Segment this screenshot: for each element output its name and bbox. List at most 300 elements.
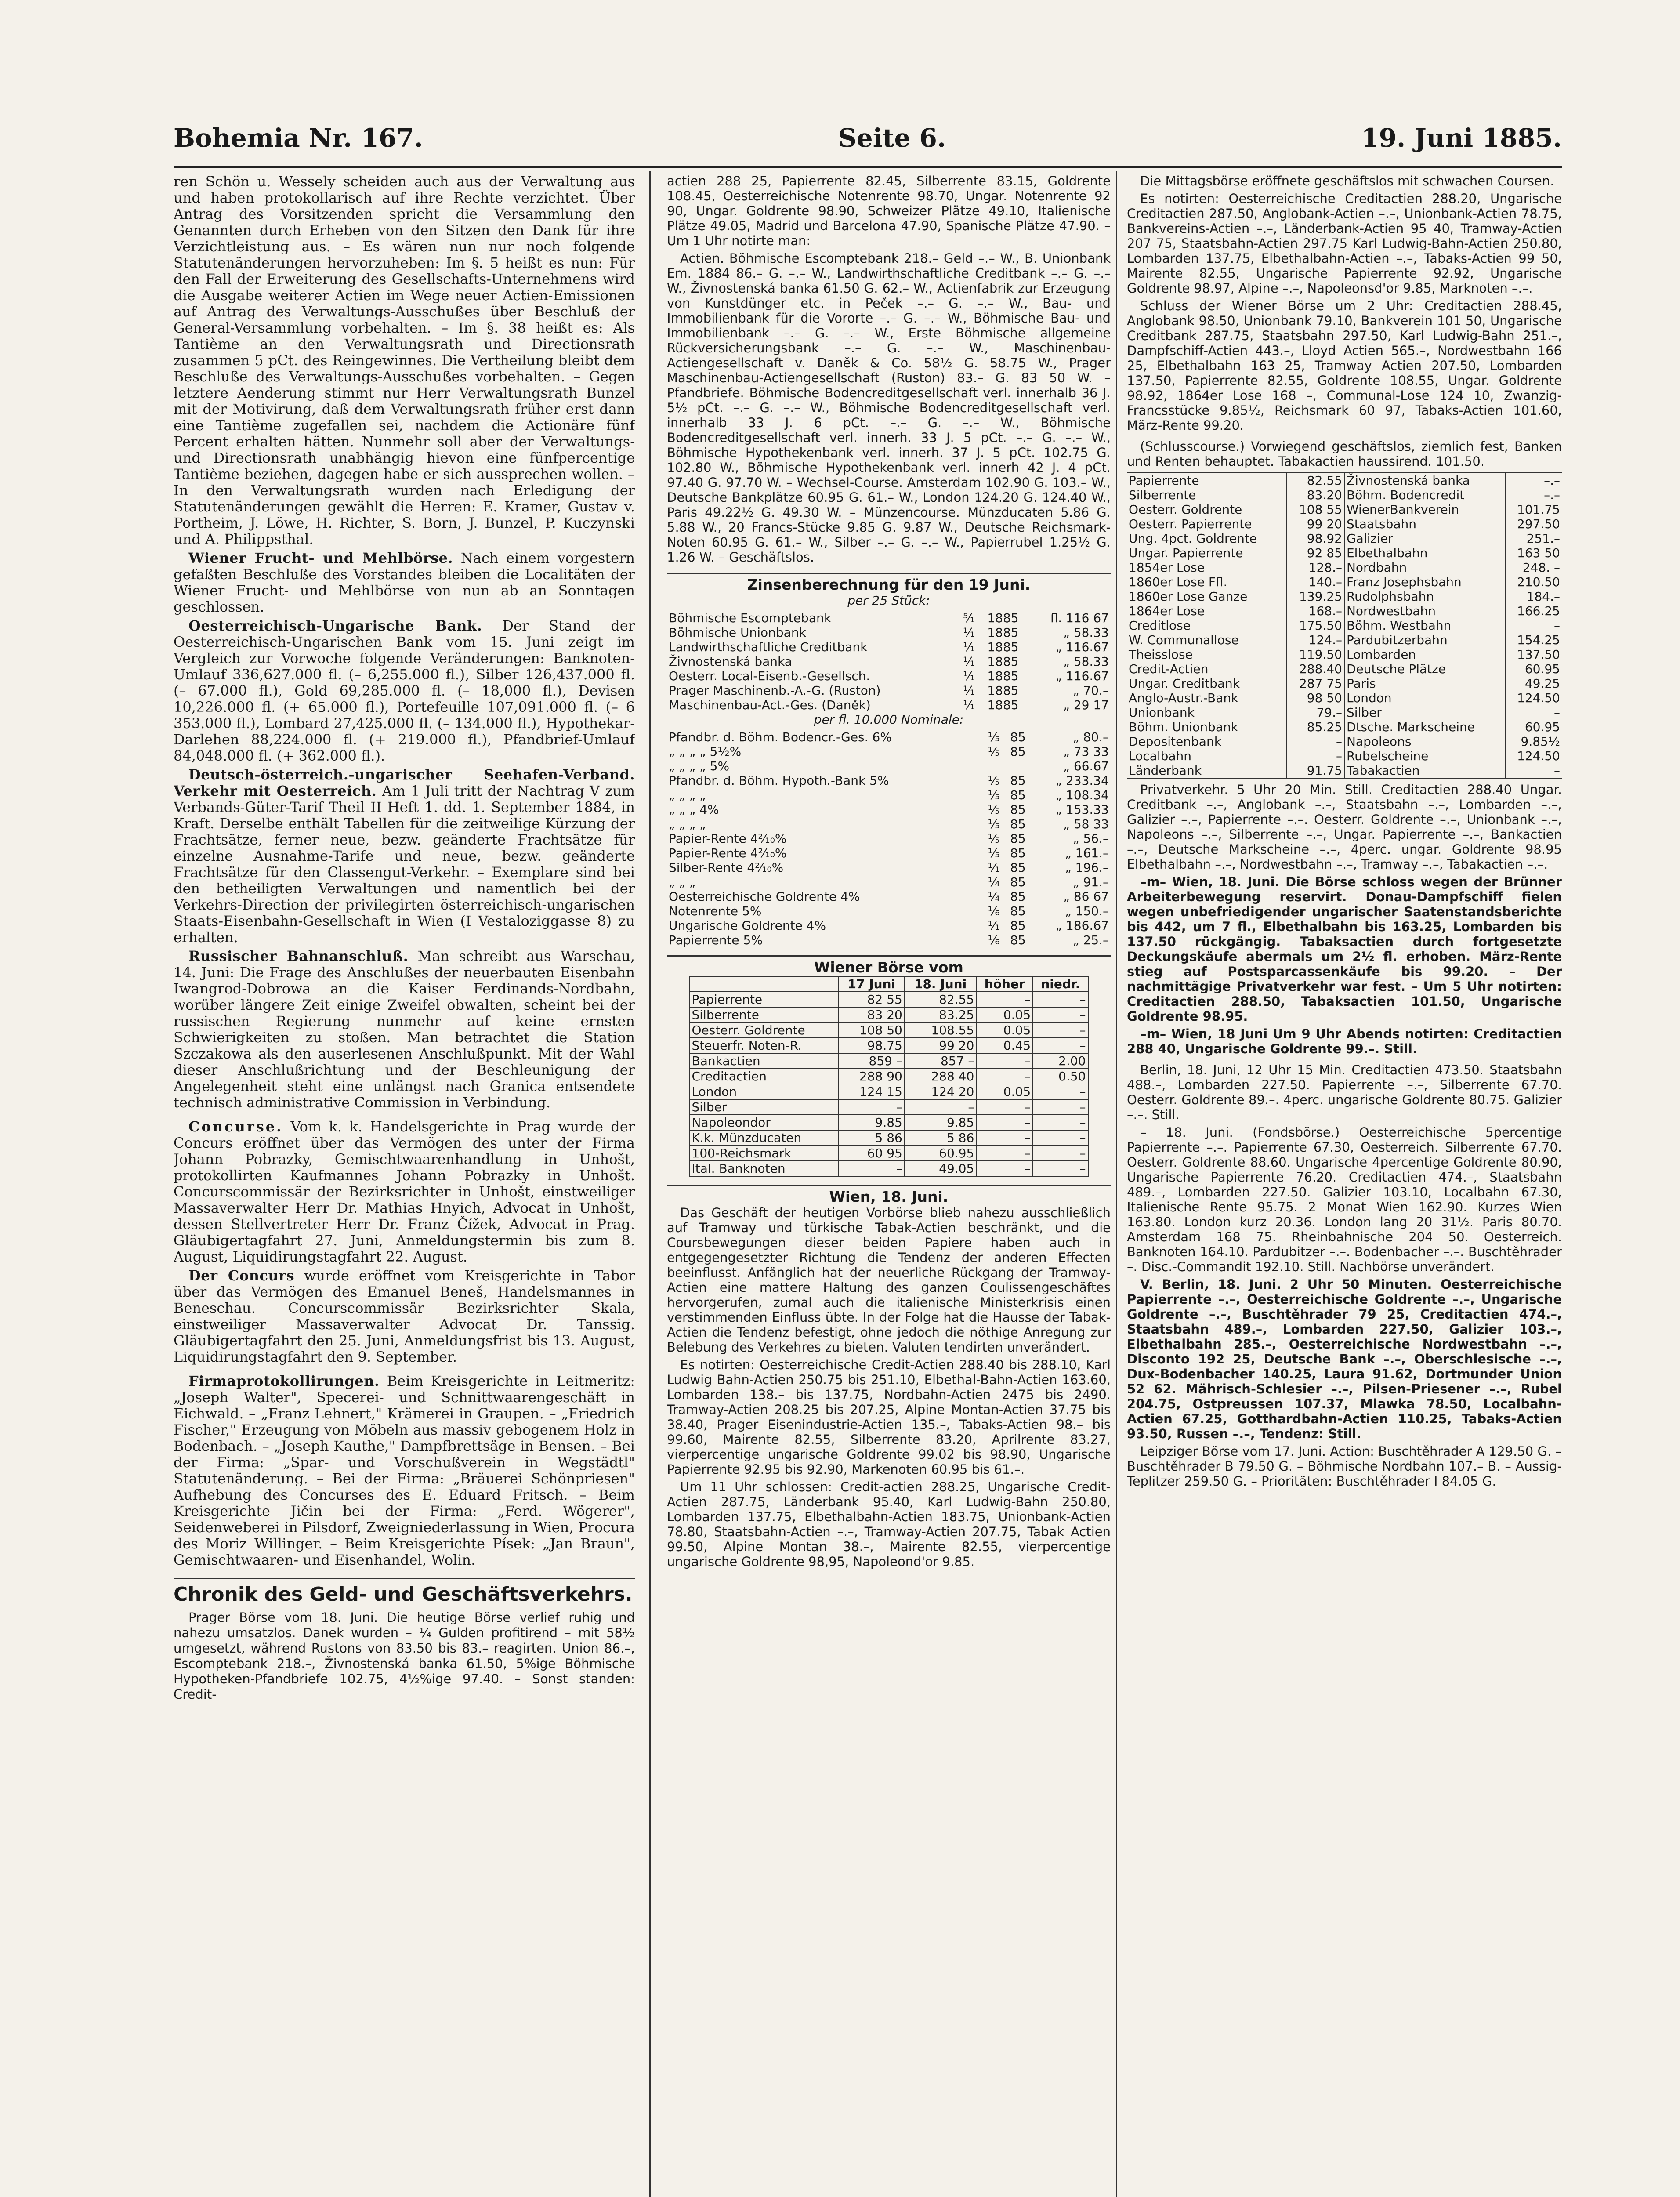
quote-cell: 60 95 bbox=[839, 1146, 905, 1161]
zinsen-name-cell: Böhmische Escomptebank bbox=[669, 611, 831, 625]
quote-cell: 9.85 bbox=[905, 1115, 976, 1130]
security-name-cell: Deutsche Plätze bbox=[1344, 662, 1505, 676]
security-name-cell: Silberrente bbox=[1127, 488, 1287, 502]
schlusscourse-table bbox=[1127, 472, 1562, 779]
table-row bbox=[690, 1084, 1088, 1099]
table-row bbox=[1127, 488, 1562, 502]
security-name-cell: 1860er Lose Ffl. bbox=[1127, 575, 1287, 589]
table-row bbox=[690, 992, 1088, 1007]
quote-cell: – bbox=[976, 1069, 1033, 1084]
quote-cell: – bbox=[1033, 1146, 1088, 1161]
zinsen-name-cell: Papierrente 5% bbox=[669, 933, 763, 947]
wiener-boerse-table-title: Wiener Börse vom bbox=[667, 955, 1111, 975]
security-name-cell: Papierrente bbox=[690, 992, 839, 1007]
article-firmaprotokoll bbox=[174, 1373, 635, 1568]
quote-cell: 288 40 bbox=[905, 1069, 976, 1084]
zinsen-table-title: Zinsenberechnung für den 19 Juni. bbox=[667, 573, 1111, 592]
table-row bbox=[690, 1161, 1088, 1176]
telegram-abend-text: –m– Wien, 18 Juni Um 9 Uhr Abends notirten: Creditactien 288 40, Ungarische Goldrente 99.–. Still. bbox=[1127, 1026, 1562, 1056]
quote-cell: –.– bbox=[1544, 488, 1560, 502]
security-name-cell: Paris bbox=[1344, 676, 1505, 691]
wien-report-body: Das Geschäft der heutigen Vorbörse blieb nahezu ausschließlich auf Tramway und türkische Tabak-Actien beschränkt, und die Coursbewegungen dieser beiden Papiere haben auch in entgegengesetzter Richtung die Tendenz der anderen Effecten beeinflusst. Anfänglich hat der neuerliche Rückgang der Tramway-Actien eine mattere Haltung des ganzen Coulissengeschäftes hervorgerufen, zumal auch die italienische Ministerkrisis einen verstimmenden Einfluss übte. In der Folge hat die Hausse der Tabak-Actien die Tendenz befestigt, ohne jedoch die nöthige Anregung zur Belebung des Verkehres zu bieten. Valuten tendirten unverändert. bbox=[667, 1205, 1111, 1355]
table-header-cell bbox=[690, 976, 839, 992]
table-row bbox=[667, 918, 1111, 933]
zinsen-name-cell: Papier-Rente 4²⁄₁₀% bbox=[669, 831, 787, 846]
article-concurse bbox=[174, 1119, 635, 1265]
table-row bbox=[1127, 604, 1562, 618]
header-page-number: Seite 6. bbox=[838, 123, 946, 153]
zinsen-table-bonds bbox=[667, 730, 1111, 947]
market-report-actien: Actien. Böhmische Escomptebank 218.– Geld –.– W., B. Unionbank Em. 1884 86.– G. –.– W., Landwirthschaftliche Creditbank –.– G. –.– W., Živnostenská banka 61.50 G. 62.– W., Actienfabrik zur Erzeugung von Kunstdünger etc. in Peček –.– G. –.– W., Bau- und Immobilienbank für die Vororte –.– G. –.– W., Böhmische Bau- und Immobilienbank –.– G. –.– W., Erste Böhmische allgemeine Rückversicherungsbank –.– G. –.– W., Maschinenbau-Actiengesellschaft v. Daněk & Co. 58½ G. 58.75 W., Prager Maschinenbau-Actiengesellschaft (Ruston) 83.– G. 83 50 W. – Pfandbriefe. Böhmische Bodencreditgesellschaft verl. innerhalb 36 J. 5½ pCt. –.– G. –.– W., Böhmische Bodencreditgesellschaft verl. innerhalb 33 J. 6 pCt. –.– G. –.– W., Böhmische Bodencreditgesellschaft verl. innerh. 33 J. 5 pCt. –.– G. –.– W., Böhmische Hypothekenbank verl. innerh. 37 J. 5 pCt. 102.75 G. 102.80 W., Böhmische Hypothekenbank verl. innerh 42 J. 4 pCt. 97.40 G. 97.70 W. – Wechsel-Course. Amsterdam 102.90 G. 103.– W., Deutsche Bankplätze 60.95 G. 61.– W., London 124.20 G. 124.40 W., Paris 49.22½ G. 49.30 W. – Münzencourse. Münzducaten 5.86 G. 5.88 W., 20 Francs-Stücke 9.85 G. 9.87 W., Deutsche Reichsmark-Noten 60.95 G. 61.– W., Silber –.– G. –.– W., Papierrubel 1.25½ G. 1.26 W. – Geschäftslos. bbox=[667, 251, 1111, 565]
table-row bbox=[667, 846, 1111, 860]
zinsen-rate-cell: ⁵⁄₁ bbox=[963, 611, 975, 625]
zinsen-year-cell: 1885 bbox=[987, 683, 1019, 698]
schlusscourse-text: (Schlusscourse.) Vorwiegend geschäftslos, ziemlich fest, Banken und Renten behauptet. Tabakactien haussirend. 101.50. bbox=[1127, 439, 1562, 469]
security-name-cell: Credit-Actien bbox=[1127, 662, 1287, 676]
table-row bbox=[667, 831, 1111, 846]
column-divider bbox=[1116, 171, 1117, 2197]
table-row bbox=[690, 1069, 1088, 1084]
quote-cell: –.– bbox=[1544, 473, 1560, 488]
zinsen-value-cell: „ 66.67 bbox=[1063, 759, 1109, 773]
zinsen-rate-cell: ¹⁄₅ bbox=[988, 773, 1000, 788]
quote-cell: 124.50 bbox=[1517, 691, 1560, 705]
zinsen-name-cell: Oesterreichische Goldrente 4% bbox=[669, 889, 860, 904]
zinsen-name-cell: „ „ „ „ 5% bbox=[669, 759, 730, 773]
quote-cell: – bbox=[976, 1115, 1033, 1130]
table-row bbox=[1127, 749, 1562, 763]
zinsen-name-cell: Notenrente 5% bbox=[669, 904, 762, 918]
quote-cell: 248. – bbox=[1522, 560, 1560, 575]
quote-cell: 92 85 bbox=[1287, 546, 1344, 560]
quote-cell: 251.– bbox=[1526, 531, 1560, 546]
security-name-cell: Lombarden bbox=[1344, 647, 1505, 662]
security-name-cell: Ungar. Papierrente bbox=[1127, 546, 1287, 560]
table-row bbox=[667, 802, 1111, 817]
article-bank bbox=[174, 618, 635, 764]
zinsen-year-cell: 85 bbox=[1010, 904, 1026, 918]
quote-cell: 137.50 bbox=[1517, 647, 1560, 662]
zinsen-name-cell: Pfandbr. d. Böhm. Hypoth.-Bank 5% bbox=[669, 773, 889, 788]
security-name-cell: Staatsbahn bbox=[1344, 517, 1505, 531]
quote-cell: – bbox=[1287, 749, 1344, 763]
table-row bbox=[1127, 676, 1562, 691]
quote-cell: 5 86 bbox=[839, 1130, 905, 1146]
security-name-cell: Dtsche. Markscheine bbox=[1344, 720, 1505, 734]
table-row bbox=[667, 654, 1111, 669]
quote-cell: 101.75 bbox=[1517, 502, 1560, 517]
security-name-cell: Steuerfr. Noten-R. bbox=[690, 1038, 839, 1053]
security-name-cell: Böhm. Unionbank bbox=[1127, 720, 1287, 734]
security-name-cell: Silber bbox=[1344, 705, 1505, 720]
zinsen-year-cell: 85 bbox=[1010, 918, 1026, 933]
article-title: Firmaprotokollirungen. bbox=[188, 1373, 380, 1389]
article-body: Nach einem vorgestern gefaßten Beschluße des Vorstandes bleiben die Localitäten der Wiener Frucht- und Mehlbörse von nun ab an Sonntagen geschlossen. bbox=[174, 550, 635, 615]
table-row bbox=[667, 889, 1111, 904]
quote-cell: 0.05 bbox=[976, 1084, 1033, 1099]
zinsen-name-cell: Papier-Rente 4²⁄₁₀% bbox=[669, 846, 787, 860]
table-row bbox=[1127, 720, 1562, 734]
zinsen-value-cell: „ 233.34 bbox=[1055, 773, 1109, 788]
quote-cell: 108 50 bbox=[839, 1022, 905, 1038]
quote-cell: – bbox=[1287, 734, 1344, 749]
wien-report-quotes: Es notirten: Oesterreichische Credit-Actien 288.40 bis 288.10, Karl Ludwig Bahn-Actien 250.75 bis 251.10, Elbethal-Bahn-Actien 163.60, Lombarden 138.– bis 137.75, Nordbahn-Actien 2475 bis 2490. Tramway-Actien 208.25 bis 207.25, Alpine Montan-Actien 37.75 bis 38.40, Prager Eisenindustrie-Actien 135.–, Tabaks-Actien 98.– bis 99.60, Mairente 82.55, Silberrente 83.20, Aprilrente 83.27, vierpercentige ungarische Goldrente 99.02 bis 98.90, Ungarische Papierrente 92.95 bis 92.90, Markenoten 60.95 bis 61.–. bbox=[667, 1357, 1111, 1477]
security-name-cell: Napoleons bbox=[1344, 734, 1505, 749]
table-row bbox=[667, 759, 1111, 773]
quote-cell: 0.05 bbox=[976, 1022, 1033, 1038]
article-title: Concurse. bbox=[188, 1118, 283, 1135]
zinsen-year-cell: 1885 bbox=[987, 654, 1019, 669]
quote-cell: 60.95 bbox=[1524, 720, 1560, 734]
quote-cell: 184.– bbox=[1526, 589, 1560, 604]
quote-cell: 140.– bbox=[1287, 575, 1344, 589]
zinsen-rate-cell: ¹⁄₅ bbox=[988, 802, 1000, 817]
security-name-cell: Živnostenská banka bbox=[1344, 473, 1505, 488]
zinsen-table-subtitle: per 25 Stück: bbox=[847, 593, 930, 608]
table-row bbox=[1127, 589, 1562, 604]
article-body: Am 1 Juli tritt der Nachtrag V zum Verbands-Güter-Tarif Theil II Heft 1. dd. 1. September 1884, in Kraft. Derselbe enthält Tabellen für die zeitweilige Kürzung der Frachtsätze, ferner neue, bezw. geänderte Frachtsätze für einzelne Ausnahme-Tarife und neue, bezw. geänderte Frachtsätze für den Classengut-Verkehr. – Exemplare sind bei den betheiligten Verwaltungen und namentlich bei der Verkehrs-Direction der privilegirten österreichisch-ungarischen Staats-Eisenbahn-Gesellschaft in Wien (I Vestaloziggasse 8) zu erhalten. bbox=[174, 783, 635, 946]
quote-cell: 128.– bbox=[1287, 560, 1344, 575]
berlin-fonds-text: – 18. Juni. (Fondsbörse.) Oesterreichische 5percentige Papierrente –.–. Papierrente 67.30, Oesterreich. Silberrente 67.70. Oesterr. Goldrente 88.60. Ungarische 4percentige Goldrente 80.90, Ungarische Papierrente 76.20. Creditactien 474.–, Staatsbahn 489.–, Lombarden 227.50. Galizier 103.10, Localbahn 67.30, Italienische Rente 95.75. 2 Monat Wien 162.90. Kurzes Wien 163.80. London kurz 20.36. London lang 20 31½. Paris 80.70. Amsterdam 168 75. Rheinbahnische 204 50. Oesterreich. Banknoten 164.10. Pardubitzer –.–. Bodenbacher –.–. Buschtěhrader –. Disc.-Commandit 192.10. Still. Nachbörse unverändert. bbox=[1127, 1125, 1562, 1274]
quote-cell: 287 75 bbox=[1287, 676, 1344, 691]
quote-cell: 5 86 bbox=[905, 1130, 976, 1146]
zinsen-year-cell: 85 bbox=[1010, 846, 1026, 860]
zinsen-name-cell: „ „ „ „ 5½% bbox=[669, 744, 742, 759]
table-row bbox=[667, 640, 1111, 654]
wien-report-title: Wien, 18. Juni. bbox=[667, 1185, 1111, 1204]
quote-cell: 124.50 bbox=[1517, 749, 1560, 763]
quote-cell: – bbox=[976, 1161, 1033, 1176]
quote-cell: 119.50 bbox=[1287, 647, 1344, 662]
zinsen-year-cell: 85 bbox=[1010, 933, 1026, 947]
quote-cell: 82.55 bbox=[905, 992, 976, 1007]
quote-cell: – bbox=[976, 1146, 1033, 1161]
table-row bbox=[1127, 531, 1562, 546]
zinsen-rate-cell: ¹⁄₁ bbox=[963, 669, 975, 683]
wiener-boerse-table bbox=[689, 976, 1089, 1177]
quote-cell: 0.05 bbox=[976, 1007, 1033, 1022]
mittagsboerse-quotes: Es notirten: Oesterreichische Creditactien 288.20, Ungarische Creditactien 287.50, Anglobank-Actien –.–, Unionbank-Actien 78.75, Bankvereins-Actien –.–, Länderbank-Actien 95 40, Tramway-Actien 207 75, Staatsbahn-Actien 297.75 Karl Ludwig-Bahn-Actien 250.80, Lombarden 137.75, Elbethalbahn-Actien –.–, Tabaks-Actien 99 50, Mairente 82.55, Ungarische Papierrente 92.92, Ungarische Goldrente 98.97, Alpine –.–, Napoleonsd'or 9.85, Marknoten –.–. bbox=[1127, 191, 1562, 296]
table-row bbox=[690, 1146, 1088, 1161]
berlin-report-text: Berlin, 18. Juni, 12 Uhr 15 Min. Creditactien 473.50. Staatsbahn 488.–, Lombarden 227.50. Papierrente –.–, Silberrente 67.70. Oesterr. Goldrente 89.–. 4perc. ungarische Goldrente 80.75. Galizier –.–. Still. bbox=[1127, 1062, 1562, 1122]
quote-cell: – bbox=[976, 992, 1033, 1007]
quote-cell: – bbox=[1033, 1130, 1088, 1146]
table-row bbox=[1127, 560, 1562, 575]
zinsen-name-cell: „ „ „ 4% bbox=[669, 802, 719, 817]
quote-cell: – bbox=[1033, 1161, 1088, 1176]
security-name-cell: 1864er Lose bbox=[1127, 604, 1287, 618]
zinsen-value-cell: fl. 116 67 bbox=[1050, 611, 1109, 625]
zinsen-value-cell: „ 80.– bbox=[1073, 730, 1109, 744]
zinsen-rate-cell: ¹⁄₅ bbox=[988, 788, 1000, 802]
table-row bbox=[690, 1022, 1088, 1038]
zinsen-name-cell: „ „ „ bbox=[669, 875, 696, 889]
zinsen-value-cell: „ 150.– bbox=[1065, 904, 1109, 918]
section-heading-chronik: Chronik des Geld- und Geschäftsverkehrs. bbox=[174, 1578, 635, 1606]
zinsen-name-cell: Landwirthschaftliche Creditbank bbox=[669, 640, 868, 654]
quote-cell: 163 50 bbox=[1517, 546, 1560, 560]
quote-cell: 2.00 bbox=[1033, 1053, 1088, 1069]
zinsen-year-cell: 85 bbox=[1010, 860, 1026, 875]
security-name-cell: Länderbank bbox=[1127, 763, 1287, 778]
table-row bbox=[1127, 517, 1562, 531]
table-header-cell: höher bbox=[976, 976, 1033, 992]
quote-cell: – bbox=[976, 1099, 1033, 1115]
market-report-text: actien 288 25, Papierrente 82.45, Silberrente 83.15, Goldrente 108.45, Oesterreichische Notenrente 98.70, Ungar. Notenrente 92 90, Ungar. Goldrente 98.90, Schweizer Plätze 49.10, Italienische Plätze 49.05, Madrid und Barcelona 47.90, Spanische Plätze 47.90. – Um 1 Uhr notirte man: bbox=[667, 174, 1111, 248]
header-paper-issue: Bohemia Nr. 167. bbox=[174, 123, 423, 153]
zinsen-name-cell: Živnostenská banka bbox=[669, 654, 792, 669]
zinsen-name-cell: Pfandbr. d. Böhm. Bodencr.-Ges. 6% bbox=[669, 730, 892, 744]
zinsen-rate-cell: ¹⁄₅ bbox=[988, 730, 1000, 744]
article-bahnanschluss bbox=[174, 948, 635, 1111]
security-name-cell: 100-Reichsmark bbox=[690, 1146, 839, 1161]
security-name-cell: Localbahn bbox=[1127, 749, 1287, 763]
zinsen-year-cell: 85 bbox=[1010, 802, 1026, 817]
quote-cell: 99 20 bbox=[905, 1038, 976, 1053]
table-header-cell: 18. Juni bbox=[905, 976, 976, 992]
zinsen-rate-cell: ¹⁄₅ bbox=[988, 846, 1000, 860]
zinsen-value-cell: „ 196.– bbox=[1065, 860, 1109, 875]
zinsen-year-cell: 1885 bbox=[987, 669, 1019, 683]
zinsen-table-shares bbox=[667, 611, 1111, 712]
quote-cell: 297.50 bbox=[1517, 517, 1560, 531]
table-row bbox=[667, 904, 1111, 918]
quote-cell: 9.85 bbox=[839, 1115, 905, 1130]
security-name-cell: Tabakactien bbox=[1344, 763, 1505, 778]
mittagsboerse-text: Die Mittagsbörse eröffnete geschäftslos mit schwachen Coursen. bbox=[1140, 174, 1554, 189]
zinsen-value-cell: „ 58.33 bbox=[1063, 654, 1109, 669]
table-row bbox=[667, 817, 1111, 831]
zinsen-value-cell: „ 73 33 bbox=[1063, 744, 1109, 759]
quote-cell: – bbox=[1554, 705, 1560, 720]
article-wiener-boerse bbox=[174, 550, 635, 615]
table-row bbox=[667, 669, 1111, 683]
zinsen-value-cell: „ 58.33 bbox=[1063, 625, 1109, 640]
zinsen-value-cell: „ 56.– bbox=[1073, 831, 1109, 846]
table-row bbox=[667, 744, 1111, 759]
security-name-cell: Anglo-Austr.-Bank bbox=[1127, 691, 1287, 705]
table-row bbox=[667, 788, 1111, 802]
zinsen-value-cell: „ 186.67 bbox=[1055, 918, 1109, 933]
article-title: Der Concurs bbox=[188, 1267, 295, 1284]
article-title: Deutsch-österreich.-ungarischer Seehafen-Verband. Verkehr mit Oesterreich. bbox=[174, 766, 635, 799]
quote-cell: 82 55 bbox=[839, 992, 905, 1007]
security-name-cell: Oesterr. Goldrente bbox=[1127, 502, 1287, 517]
table-row bbox=[667, 860, 1111, 875]
zinsen-rate-cell: ¹⁄₁ bbox=[988, 860, 1000, 875]
zinsen-table-subtitle: per fl. 10.000 Nominale: bbox=[814, 712, 964, 727]
table-header-cell: 17 Juni bbox=[839, 976, 905, 992]
table-row bbox=[1127, 618, 1562, 633]
zinsen-value-cell: „ 29 17 bbox=[1063, 698, 1109, 712]
quote-cell: 210.50 bbox=[1517, 575, 1560, 589]
security-name-cell: Creditlose bbox=[1127, 618, 1287, 633]
zinsen-rate-cell: ¹⁄₄ bbox=[988, 889, 1000, 904]
table-row bbox=[1127, 691, 1562, 705]
security-name-cell: Napoleondor bbox=[690, 1115, 839, 1130]
zinsen-rate-cell: ¹⁄₄ bbox=[988, 875, 1000, 889]
quote-cell: 98 50 bbox=[1287, 691, 1344, 705]
header-rule bbox=[174, 166, 1562, 168]
table-row bbox=[667, 625, 1111, 640]
quote-cell: 60.95 bbox=[905, 1146, 976, 1161]
table-row bbox=[1127, 633, 1562, 647]
zinsen-name-cell: Prager Maschinenb.-A.-G. (Ruston) bbox=[669, 683, 881, 698]
security-name-cell: WienerBankverein bbox=[1344, 502, 1505, 517]
security-name-cell: London bbox=[1344, 691, 1505, 705]
quote-cell: – bbox=[976, 1130, 1033, 1146]
zinsen-name-cell: „ „ „ „ bbox=[669, 788, 706, 802]
quote-cell: – bbox=[1033, 992, 1088, 1007]
zinsen-rate-cell: ¹⁄₁ bbox=[963, 640, 975, 654]
table-row bbox=[1127, 763, 1562, 778]
zinsen-value-cell: „ 70.– bbox=[1073, 683, 1109, 698]
zinsen-year-cell: 85 bbox=[1010, 730, 1026, 744]
zinsen-rate-cell: ¹⁄₆ bbox=[988, 904, 1000, 918]
zinsen-value-cell: „ 153.33 bbox=[1055, 802, 1109, 817]
table-row bbox=[690, 1053, 1088, 1069]
zinsen-rate-cell: ¹⁄₅ bbox=[988, 817, 1000, 831]
table-row bbox=[1127, 734, 1562, 749]
zinsen-value-cell: „ 108.34 bbox=[1055, 788, 1109, 802]
security-name-cell: Galizier bbox=[1344, 531, 1505, 546]
quote-cell: 108 55 bbox=[1287, 502, 1344, 517]
zinsen-name-cell: Ungarische Goldrente 4% bbox=[669, 918, 826, 933]
quote-cell: – bbox=[1554, 763, 1560, 778]
zinsen-name-cell: „ „ „ „ bbox=[669, 817, 706, 831]
zinsen-year-cell: 85 bbox=[1010, 773, 1026, 788]
column-right bbox=[1127, 174, 1562, 2197]
article-title: Russischer Bahnanschluß. bbox=[188, 948, 409, 964]
table-row bbox=[1127, 647, 1562, 662]
security-name-cell: Unionbank bbox=[1127, 705, 1287, 720]
zinsen-year-cell: 85 bbox=[1010, 889, 1026, 904]
table-row bbox=[690, 1130, 1088, 1146]
header-date: 19. Juni 1885. bbox=[1361, 123, 1562, 153]
table-row bbox=[690, 1099, 1088, 1115]
article-seehafen bbox=[174, 767, 635, 946]
quote-cell: 859 – bbox=[839, 1053, 905, 1069]
quote-cell: 124 20 bbox=[905, 1084, 976, 1099]
zinsen-name-cell: Oesterr. Local-Eisenb.-Gesellsch. bbox=[669, 669, 870, 683]
security-name-cell: Ung. 4pct. Goldrente bbox=[1127, 531, 1287, 546]
table-row bbox=[1127, 662, 1562, 676]
zinsen-year-cell: 85 bbox=[1010, 788, 1026, 802]
table-row bbox=[1127, 473, 1562, 488]
quote-cell: 288 90 bbox=[839, 1069, 905, 1084]
zinsen-name-cell: Böhmische Unionbank bbox=[669, 625, 806, 640]
article-title: Wiener Frucht- und Mehlbörse. bbox=[188, 550, 453, 566]
privatverkehr-text: Privatverkehr. 5 Uhr 20 Min. Still. Creditactien 288.40 Ungar. Creditbank –.–, Anglobank –.–, Staatsbahn –.–, Lombarden –.–, Galizier –.–, Papierrente –.–. Oesterr. Goldrente –.–, Unionbank –.–, Napoleons –.–, Silberrente –.–, Ungar. Papierrente –.–, Bankactien –.–, Deutsche Markscheine –.–, 4perc. ungar. Goldrente 98.95 Elbethalbahn –.–, Nordwestbahn –.–, Tramway –.–, Tabakactien –.–. bbox=[1127, 782, 1562, 872]
article-continuation: ren Schön u. Wessely scheiden auch aus der Verwaltung aus und haben protokollarisch auf ihre Rechte verzichtet. Über Antrag des Vorsitzenden spricht die Versammlung den Genannten durch Erheben von den Sitzen den Dank für ihre Verzichtleistung aus. – Es wären nun nur noch folgende Statutenänderungen hervorzuheben: Im §. 5 heißt es nun: Für den Fall der Erweiterung des Gesellschafts-Unternehmens wird die Ausgabe weiterer Actien im Wege neuer Actien-Emissionen auf Antrag des Verwaltungs-Ausschußes über Beschluß der General-Versammlung vorbehalten. – Im §. 38 heißt es: Als Tantième an den Verwaltungsrath und Directionsrath zusammen 5 pCt. des Reingewinnes. Die Vertheilung bleibt dem Beschluße des Verwaltungs-Ausschußes vorbehalten. – Gegen letztere Aenderung stimmt nur Herr Verwaltungsrath Bunzel mit der Motivirung, daß dem Verwaltungsrath früher erst dann eine Tantième zugefallen sei, nachdem die Actionäre fünf Percent erhalten hätten. Nunmehr soll aber der Verwaltungs- und Directionsrath unabhängig hievon eine fünfpercentige Tantième beziehen, dagegen habe er sich aussprechen wollen. – In den Verwaltungsrath wurden nach Erledigung der Statutenänderungen gewählt die Herren: E. Kramer, Gustav v. Portheim, J. Löwe, H. Richter, S. Born, J. Bunzel, P. Kuczynski und A. Philippsthal. bbox=[174, 174, 635, 547]
quote-cell: – bbox=[839, 1099, 905, 1115]
security-name-cell: Elbethalbahn bbox=[1344, 546, 1505, 560]
zinsen-year-cell: 85 bbox=[1010, 831, 1026, 846]
security-name-cell: Ungar. Creditbank bbox=[1127, 676, 1287, 691]
article-title: Oesterreichisch-Ungarische Bank. bbox=[188, 617, 482, 634]
quote-cell: 49.05 bbox=[905, 1161, 976, 1176]
quote-cell: 166.25 bbox=[1517, 604, 1560, 618]
zinsen-rate-cell: ¹⁄₁ bbox=[988, 918, 1000, 933]
quote-cell: 168.– bbox=[1287, 604, 1344, 618]
quote-cell: 0.45 bbox=[976, 1038, 1033, 1053]
zinsen-year-cell: 85 bbox=[1010, 875, 1026, 889]
zinsen-rate-cell: ¹⁄₅ bbox=[988, 744, 1000, 759]
quote-cell: – bbox=[976, 1053, 1033, 1069]
security-name-cell: Papierrente bbox=[1127, 473, 1287, 488]
quote-cell: 288.40 bbox=[1287, 662, 1344, 676]
zinsen-year-cell bbox=[1005, 759, 1032, 773]
quote-cell: 82.55 bbox=[1287, 473, 1344, 488]
security-name-cell: Nordwestbahn bbox=[1344, 604, 1505, 618]
zinsen-year-cell: 1885 bbox=[987, 625, 1019, 640]
zinsen-year-cell: 85 bbox=[1010, 817, 1026, 831]
quote-cell: 154.25 bbox=[1517, 633, 1560, 647]
quote-cell: 9.85½ bbox=[1521, 734, 1560, 749]
zinsen-value-cell: „ 116.67 bbox=[1055, 669, 1109, 683]
quote-cell: 83.20 bbox=[1287, 488, 1344, 502]
quote-cell: 98.75 bbox=[839, 1038, 905, 1053]
table-row bbox=[667, 611, 1111, 625]
zinsen-rate-cell: ¹⁄₁ bbox=[963, 698, 975, 712]
quote-cell: 124.– bbox=[1287, 633, 1344, 647]
leipzig-report-text: Leipziger Börse vom 17. Juni. Action: Buschtěhrader A 129.50 G. – Buschtěhrader B 79.50 G. – Böhmische Nordbahn 107.– B. – Aussig-Teplitzer 259.50 G. – Prioritäten: Buschtěhrader I 84.05 G. bbox=[1127, 1444, 1562, 1489]
quote-cell: 83 20 bbox=[839, 1007, 905, 1022]
article-body: wurde eröffnet vom Kreisgerichte in Tabor über das Vermögen des Emanuel Beneš, Handelsmannes in Beneschau. Concurscommissär Bezirksrichter Skala, einstweiliger Massaverwalter Advocat Dr. Tanssig. Gläubigertagfahrt den 25. Juni, Anmeldungsfrist bis 13. August, Liquidirungstagfahrt den 9. September. bbox=[174, 1267, 635, 1365]
table-row bbox=[667, 730, 1111, 744]
quote-cell: 0.50 bbox=[1033, 1069, 1088, 1084]
table-row bbox=[690, 1038, 1088, 1053]
security-name-cell: Oesterr. Goldrente bbox=[690, 1022, 839, 1038]
zinsen-rate-cell: ¹⁄₁ bbox=[963, 625, 975, 640]
zinsen-value-cell: „ 91.– bbox=[1073, 875, 1109, 889]
quote-cell: – bbox=[1033, 1099, 1088, 1115]
security-name-cell: Creditactien bbox=[690, 1069, 839, 1084]
zinsen-rate-cell: ¹⁄₆ bbox=[988, 933, 1000, 947]
table-row bbox=[667, 683, 1111, 698]
table-row bbox=[667, 875, 1111, 889]
telegram-wien-text: –m– Wien, 18. Juni. Die Börse schloss wegen der Brünner Arbeiterbewegung reservirt. Donau-Dampfschiff fielen wegen unbefriedigender ungarischer Saatenstandsberichte bis 442, um 7 fl., Elbethalbahn bis 163.25, Lombarden bis 137.50 rückgängig. Tabaksactien durch fortgesetzte Deckungskäufe abermals um 2½ fl. erhoben. März-Rente stieg auf Postsparcassenkäufe bis 99.20. – Der nachmittägige Privatverkehr war fest. – Um 5 Uhr notirten: Creditactien 288.50, Tabaksactien 101.50, Ungarische Goldrente 98.95. bbox=[1127, 874, 1562, 1024]
quote-cell: 139.25 bbox=[1287, 589, 1344, 604]
zinsen-value-cell: „ 86 67 bbox=[1063, 889, 1109, 904]
security-name-cell: Franz Josephsbahn bbox=[1344, 575, 1505, 589]
table-row bbox=[1127, 546, 1562, 560]
quote-cell: – bbox=[1554, 618, 1560, 633]
wien-report-close: Um 11 Uhr schlossen: Credit-actien 288.25, Ungarische Credit-Actien 287.75, Länderbank 95.40, Karl Ludwig-Bahn 250.80, Lombarden 137.75, Elbethalbahn-Actien 183.75, Unionbank-Actien 78.80, Staatsbahn-Actien –.–, Tramway-Actien 207.75, Tabak Actien 99.50, Alpine Montan 38.–, Mairente 82.55, vierpercentige ungarische Goldrente 98,95, Napoleond'or 9.85. bbox=[667, 1479, 1111, 1569]
zinsen-value-cell: „ 116.67 bbox=[1055, 640, 1109, 654]
table-row bbox=[690, 1115, 1088, 1130]
zinsen-value-cell: „ 25.– bbox=[1073, 933, 1109, 947]
quote-cell: 79.– bbox=[1287, 705, 1344, 720]
quote-cell: – bbox=[1033, 1115, 1088, 1130]
quote-cell: – bbox=[1033, 1022, 1088, 1038]
security-name-cell: W. Communallose bbox=[1127, 633, 1287, 647]
column-left bbox=[174, 174, 635, 2197]
security-name-cell: Theisslose bbox=[1127, 647, 1287, 662]
zinsen-name-cell: Maschinenbau-Act.-Ges. (Daněk) bbox=[669, 698, 871, 712]
quote-cell: – bbox=[1033, 1084, 1088, 1099]
table-row bbox=[1127, 575, 1562, 589]
quote-cell: – bbox=[1033, 1007, 1088, 1022]
security-name-cell: Oesterr. Papierrente bbox=[1127, 517, 1287, 531]
security-name-cell: Böhm. Bodencredit bbox=[1344, 488, 1505, 502]
quote-cell: 49.25 bbox=[1524, 676, 1560, 691]
table-row bbox=[667, 698, 1111, 712]
quote-cell: – bbox=[839, 1161, 905, 1176]
column-middle bbox=[667, 174, 1111, 2197]
article-body: Der Stand der Oesterreichisch-Ungarischen Bank vom 15. Juni zeigt im Vergleich zur Vorwoche folgende Veränderungen: Banknoten-Umlauf 336,627.000 fl. (– 6,255.000 fl.), Silber 126,437.000 fl. (– 67.000 fl.), Gold 69,285.000 fl. (– 18,000 fl.), Devisen 10,226.000 fl. (+ 65.000 fl.), Portefeuille 107,091.000 fl. (– 6 353.000 fl.), Lombard 27,425.000 fl. (– 134.000 fl.), Hypothekar-Darlehen 88,224.000 fl. (+ 219.000 fl.), Pfandbrief-Umlauf 84,048.000 fl. (+ 362.000 fl.). bbox=[174, 617, 635, 764]
zinsen-rate-cell: ¹⁄₁ bbox=[963, 654, 975, 669]
